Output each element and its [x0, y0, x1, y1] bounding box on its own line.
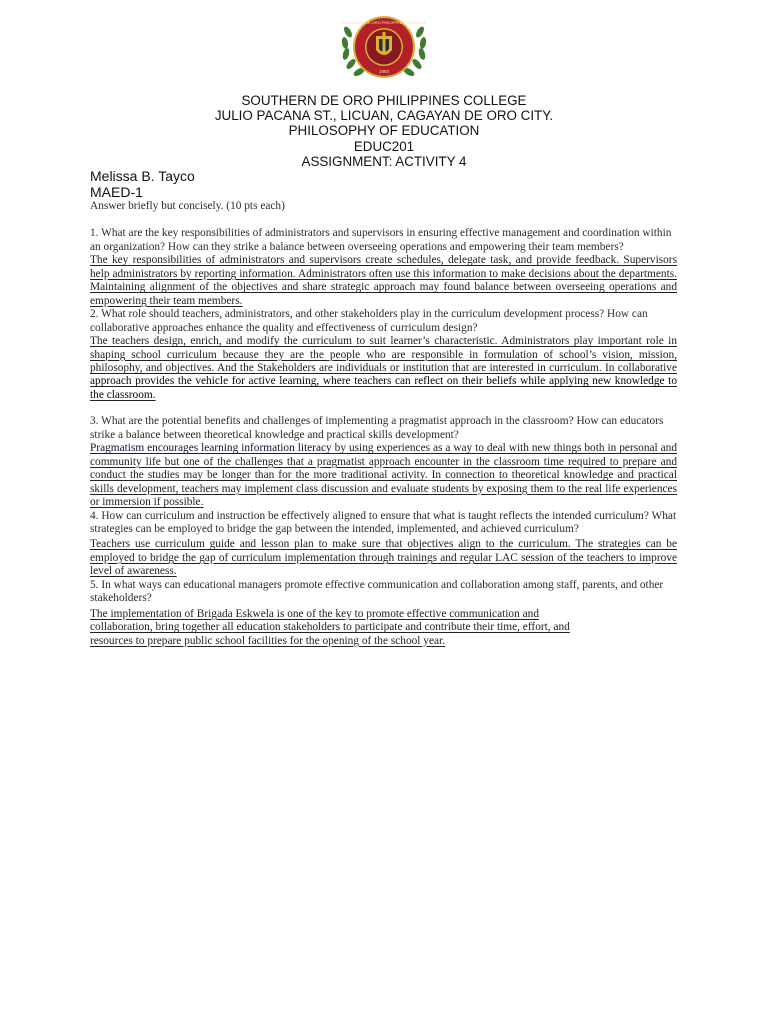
answer-5-line-2: collaboration, bring together all education stakeholders to participate and contribute their time, effort, and: [90, 621, 570, 634]
question-2: 2. What role should teachers, administrators, and other stakeholders play in the curriculum development process? How can collaborative approaches enhance the quality and effectiveness of curriculum design?: [90, 308, 648, 334]
seal-lettering: SOUTHERN DE ORO PHILIPPINES COLLEGE: [341, 20, 427, 25]
answer-2-text: The teachers design, enrich, and modify the curriculum to suit learner’s characteristic. Administrators play important role in shaping school curriculum because they are the people who are responsible in formulation of school’s vision, mission, philosophy, and objectives. And the Stakeholders are individuals or institution that are interested in curriculum. In collaborative: [90, 335, 677, 374]
instructions: Answer briefly but concisely. (10 pts each): [90, 200, 285, 212]
college-seal-logo: [338, 10, 430, 84]
question-5: 5. In what ways can educational managers promote effective communication and collaboration among staff, parents, and other stakeholders?: [90, 578, 664, 605]
answer-3-lead: Pragmatism encourages learning information literacy: [90, 442, 332, 455]
answer-4: Teachers use curriculum guide and lesson plan to make sure that objectives align to the curriculum. The strategies can be employed to bridge the gap of curriculum implementation through trainings and regular LAC session of the teachers to improve level of awareness.: [90, 538, 677, 578]
answer-5: [90, 608, 677, 648]
assignment-body: [90, 200, 677, 648]
answer-3: [90, 442, 677, 509]
answer-5-line-1: The implementation of Brigada Eskwela is one of the key to promote effective communication and: [90, 607, 539, 620]
course-title: PHILOSOPHY OF EDUCATION: [288, 123, 480, 139]
question-1: 1. What are the key responsibilities of administrators and supervisors in ensuring effective management and coordination within an organization? How can they strike a balance between overseeing operations and empowering their team members?: [90, 227, 672, 253]
student-name: Melissa B. Tayco: [90, 168, 195, 184]
seal-year: 1993: [378, 69, 390, 74]
student-info: [90, 169, 195, 200]
college-name: SOUTHERN DE ORO PHILIPPINES COLLEGE: [241, 93, 527, 108]
course-code: EDUC201: [353, 138, 415, 154]
assignment-title: ASSIGNMENT: ACTIVITY 4: [301, 153, 467, 169]
question-3: 3. What are the potential benefits and challenges of implementing a pragmatist approach in the classroom? How can educators strike a balance between theoretical knowledge and practical skills development?: [90, 415, 664, 441]
answer-3-text: by using experiences as a way to deal with new things both in personal and community life but one of the challenges that a pragmatist approach encounter in the classroom time required to prepare and conduct the studies may be longer than for the more traditional activity. In connection to theoretical knowledge and practical skills development, teachers may implement class discussion and evaluate students by exposing them to the real life experiences or immersion if possible.: [90, 442, 677, 509]
answer-1: The key responsibilities of administrators and supervisors create schedules, delegate task, and provide feedback. Supervisors help administrators by reporting information. Administrators often use this information to make decisions about the departments. Maintaining alignment of the objectives and share strategic approach may found balance between overseeing operations and empowering their team members.: [90, 254, 677, 307]
answer-2-continuation: approach provides the vehicle for active learning, where teachers can reflect on their beliefs while applying new knowledge to the classroom.: [90, 375, 677, 401]
college-address: JULIO PACANA ST., LICUAN, CAGAYAN DE ORO CITY.: [214, 108, 554, 124]
answer-5-line-3: resources to prepare public school facilities for the opening of the school year.: [90, 634, 446, 647]
student-program: MAED-1: [90, 183, 143, 200]
document-header: [0, 93, 768, 169]
answer-2: [90, 335, 677, 402]
question-4: 4. How can curriculum and instruction be effectively aligned to ensure that what is taught reflects the intended curriculum? What strategies can be employed to bridge the gap between the intended, implemented, and achieved curriculum?: [90, 509, 677, 535]
